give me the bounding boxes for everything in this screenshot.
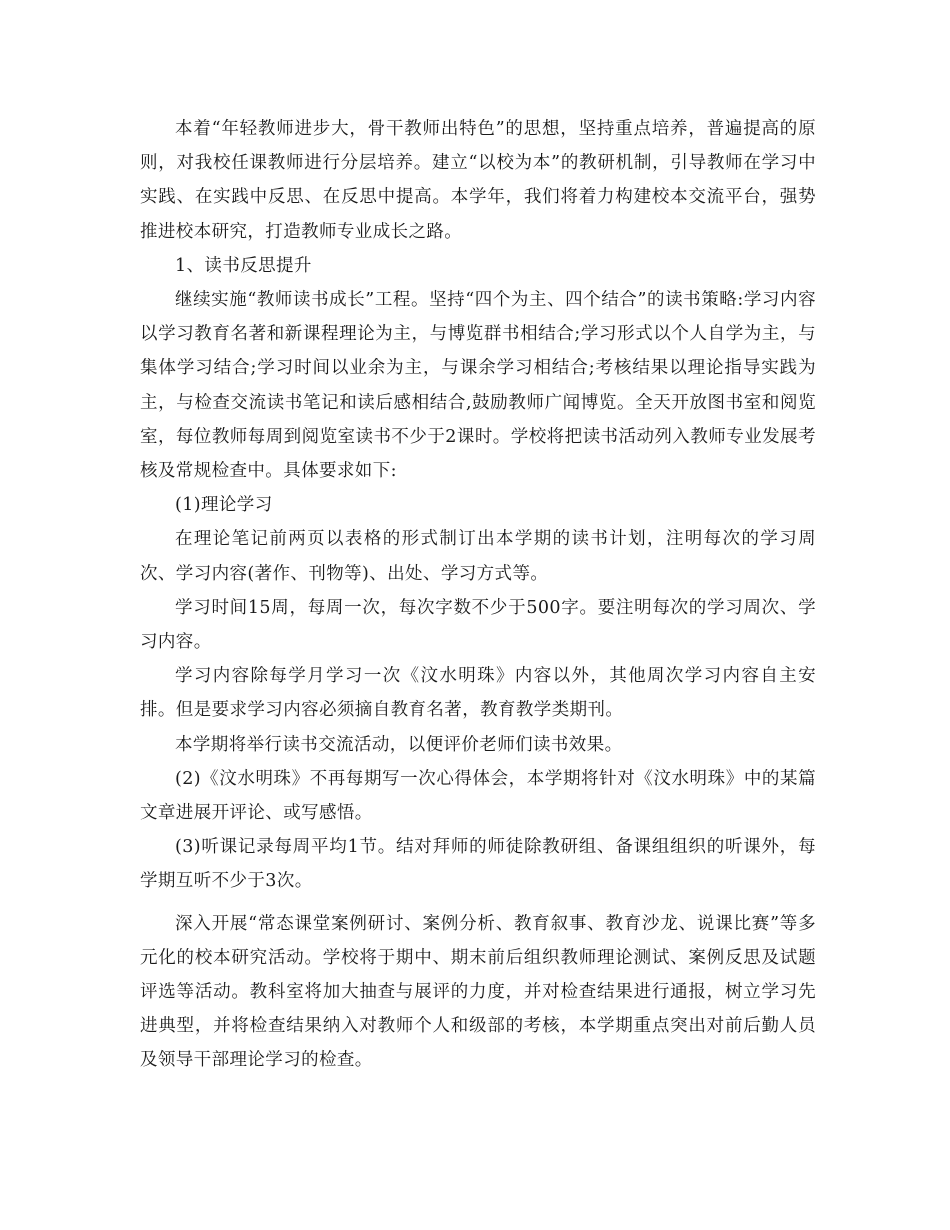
paragraph-reading-plan: 在理论笔记前两页以表格的形式制订出本学期的读书计划，注明每次的学习周次、学习内容(著作、刊物等)、出处、学习方式等。	[140, 529, 816, 584]
paragraph-reading-strategy: 继续实施“教师读书成长”工程。坚持“四个为主、四个结合”的读书策略:学习内容以学习教育名著和新课程理论为主，与博览群书相结合;学习形式以个人自学为主，与集体学习结合;学习时间以业余为主，与课余学习相结合;考核结果以理论指导实践为主，与检查交流读书笔记和读后感相结合,鼓励教师广闻博览。全天开放图书室和阅览室，每位教师每周到阅览室读书不少于2课时。学校将把读书活动列入教师专业发展考核及常规检查中。具体要求如下:	[140, 290, 816, 482]
paragraph-research-activities: 深入开展“常态课堂案例研讨、案例分析、教育叙事、教育沙龙、说课比赛”等多元化的校本研究活动。学校将于期中、期末前后组织教师理论测试、案例反思及试题评选等活动。教科室将加大抽查与展评的力度，并对检查结果进行通报，树立学习先进典型，并将检查结果纳入对教师个人和级部的考核，本学期重点突出对前后勤人员及领导干部理论学习的检查。	[140, 913, 816, 1071]
document-body	[140, 112, 816, 1078]
paragraph-intro: 本着“年轻教师进步大，骨干教师出特色”的思想，坚持重点培养，普遍提高的原则，对我校任课教师进行分层培养。建立“以校为本”的教研机制，引导教师在学习中实践、在实践中反思、在反思中提高。本学年，我们将着力构建校本交流平台，强势推进校本研究，打造教师专业成长之路。	[140, 119, 816, 242]
paragraph-reading-exchange: 本学期将举行读书交流活动，以便评价老师们读书效果。	[175, 734, 623, 755]
paragraph-item-2: (2)《汶水明珠》不再每期写一次心得体会，本学期将针对《汶水明珠》中的某篇文章进展开评论、或写感悟。	[140, 768, 816, 824]
section-heading-reading: 1、读书反思提升	[175, 255, 312, 276]
paragraph-study-content: 学习内容除每学月学习一次《汶水明珠》内容以外，其他周次学习内容自主安排。但是要求学习内容必须摘自教育名著，教育教学类期刊。	[140, 666, 816, 721]
subheading-theory-study: (1)理论学习	[175, 495, 273, 516]
paragraph-item-3: (3)听课记录每周平均1节。结对拜师的师徒除教研组、备课组组织的听课外，每学期互听不少于3次。	[140, 837, 816, 892]
paragraph-study-time: 学习时间15周，每周一次，每次字数不少于500字。要注明每次的学习周次、学习内容。	[140, 597, 816, 653]
